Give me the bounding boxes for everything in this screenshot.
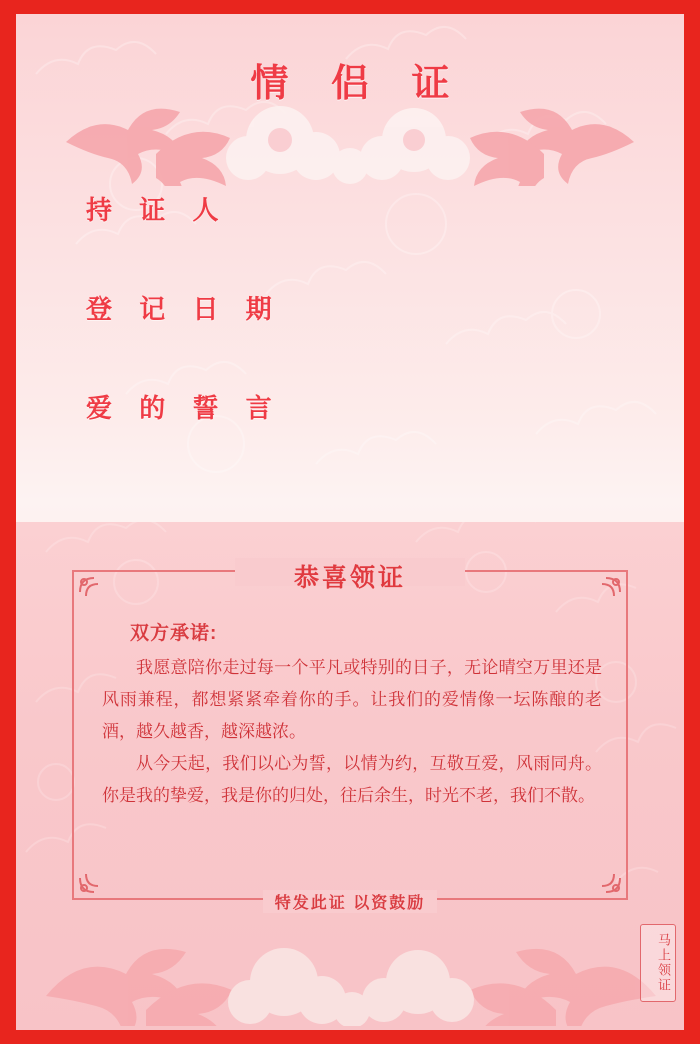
- corner-ornament-icon: [78, 860, 112, 894]
- section-title: 恭喜领证: [293, 564, 406, 592]
- lower-section: [16, 522, 684, 1030]
- floral-ornament-icon: [46, 916, 656, 1026]
- footer-note-text: 特发此证 以资鼓励: [263, 890, 437, 913]
- promise-paragraph: 我愿意陪你走过每一个平凡或特别的日子，无论晴空万里还是风雨兼程，都想紧紧牵着你的手。让我们的爱情像一坛陈酿的老酒，越久越香，越深越浓。: [102, 658, 602, 741]
- field-holder: 持 证 人: [86, 195, 229, 225]
- floral-ornament-icon: [66, 96, 634, 186]
- promise-paragraph: 从今天起，我们以心为誓，以情为约，互敬互爱，风雨同舟。你是我的挚爱，我是你的归处，往后余生，时光不老，我们不散。: [102, 754, 602, 805]
- fields-list: [86, 190, 282, 487]
- field-love-vow: 爱 的 誓 言: [86, 393, 282, 423]
- promise-body: [102, 652, 602, 812]
- corner-ornament-icon: [588, 860, 622, 894]
- promise-heading: 双方承诺:: [130, 623, 218, 644]
- page-title: 情 侣 证: [250, 63, 466, 105]
- claim-now-tab[interactable]: 马上领证: [640, 924, 676, 1002]
- field-registration-date: 登 记 日 期: [86, 294, 282, 324]
- footer-note: [16, 890, 684, 913]
- certificate-card: [16, 14, 684, 1030]
